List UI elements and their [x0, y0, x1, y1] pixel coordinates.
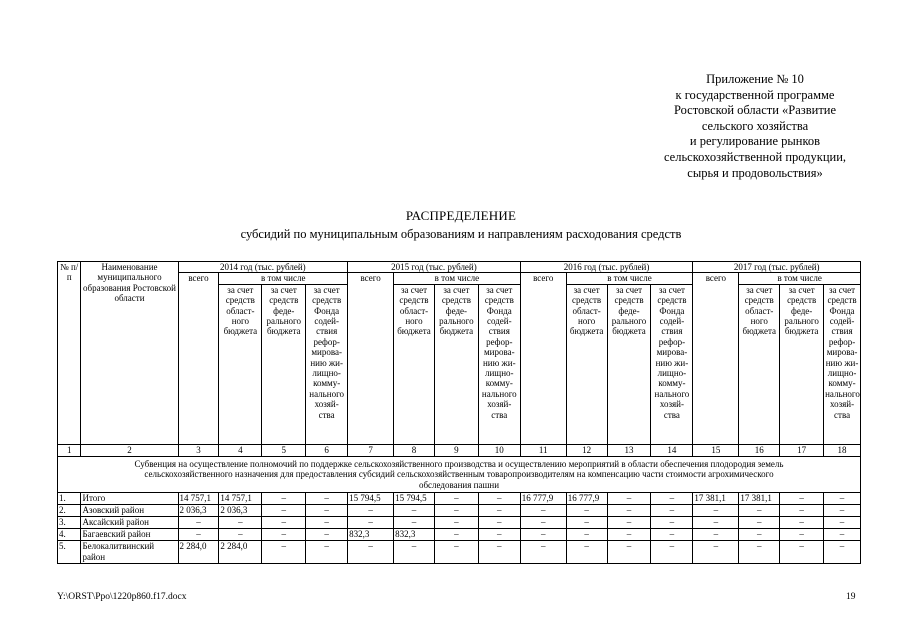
cell-value: –	[262, 541, 306, 564]
cell-value: –	[520, 529, 566, 541]
cell-value: –	[262, 493, 306, 505]
cell-value: –	[739, 529, 780, 541]
cell-value: –	[178, 529, 219, 541]
header-year-2015: 2015 год (тыс. рублей)	[348, 262, 521, 273]
cell-value: –	[607, 493, 651, 505]
row-name: Азовский район	[81, 505, 178, 517]
header-total: всего	[693, 273, 739, 444]
cell-value: –	[219, 517, 262, 529]
column-number-row	[58, 444, 861, 456]
cell-value: 16 777,9	[520, 493, 566, 505]
column-number: 4	[219, 444, 262, 456]
cell-value: 2 036,3	[178, 505, 219, 517]
cell-value: –	[178, 517, 219, 529]
cell-value: –	[651, 505, 693, 517]
cell-value: –	[478, 529, 520, 541]
cell-value: –	[434, 493, 478, 505]
header-including: в том числе	[566, 273, 693, 284]
header-federal: за счет средств феде-рального бюджета	[780, 284, 824, 444]
cell-value: –	[607, 505, 651, 517]
column-number: 1	[58, 444, 81, 456]
cell-value: 2 284,0	[219, 541, 262, 564]
header-name: Наименование муниципального образования Ростовской области	[81, 262, 178, 445]
column-number: 14	[651, 444, 693, 456]
column-number: 18	[824, 444, 861, 456]
section-note: Субвенция на осуществление полномочий по поддержке сельскохозяйственного производства и осуществлению мероприятий в области обеспечения плодородия земель сельскохозяйственного назначения для предоставления субсидий сельскохозяйственным товаропроизводителям на компенсацию части стоимости агрохимического обследования пашни	[58, 456, 861, 493]
column-number: 3	[178, 444, 219, 456]
cell-value: –	[262, 505, 306, 517]
appendix-line: сельского хозяйства	[701, 118, 809, 133]
cell-value: –	[348, 541, 394, 564]
cell-value: –	[262, 529, 306, 541]
cell-value: –	[824, 493, 861, 505]
cell-value: –	[651, 517, 693, 529]
cell-value: –	[824, 529, 861, 541]
column-number: 7	[348, 444, 394, 456]
cell-value: –	[651, 493, 693, 505]
column-number: 5	[262, 444, 306, 456]
cell-value: –	[780, 493, 824, 505]
column-number: 13	[607, 444, 651, 456]
header-including: в том числе	[739, 273, 861, 284]
cell-value: –	[566, 529, 607, 541]
cell-value: –	[306, 493, 348, 505]
header-fund: за счет средств Фонда содей-ствия рефор-мирова-нию жи-лищно-комму-нального хозяй-ства	[651, 284, 693, 444]
column-number: 6	[306, 444, 348, 456]
cell-value: –	[739, 541, 780, 564]
data-rows	[58, 493, 861, 564]
header-regional: за счет средств област-ного бюджета	[219, 284, 262, 444]
row-name: Итого	[81, 493, 178, 505]
column-number: 15	[693, 444, 739, 456]
cell-value: 2 284,0	[178, 541, 219, 564]
cell-value: –	[348, 505, 394, 517]
cell-value: 17 381,1	[693, 493, 739, 505]
table-row	[58, 505, 861, 517]
header-row-total	[58, 273, 861, 284]
cell-value: –	[566, 517, 607, 529]
cell-value: –	[520, 541, 566, 564]
cell-value: 14 757,1	[219, 493, 262, 505]
header-year-2017: 2017 год (тыс. рублей)	[693, 262, 861, 273]
cell-value: –	[607, 541, 651, 564]
header-federal: за счет средств феде-рального бюджета	[434, 284, 478, 444]
cell-value: –	[262, 517, 306, 529]
row-name: Багаевский район	[81, 529, 178, 541]
header-regional: за счет средств област-ного бюджета	[566, 284, 607, 444]
cell-value: –	[306, 517, 348, 529]
cell-value: –	[739, 505, 780, 517]
cell-value: –	[434, 505, 478, 517]
cell-value: –	[394, 505, 435, 517]
cell-value: –	[824, 541, 861, 564]
cell-value: 16 777,9	[566, 493, 607, 505]
appendix-line: Ростовской области «Развитие	[673, 103, 837, 118]
cell-value: 2 036,3	[219, 505, 262, 517]
header-including: в том числе	[394, 273, 521, 284]
cell-value: –	[478, 505, 520, 517]
column-number: 16	[739, 444, 780, 456]
header-regional: за счет средств област-ного бюджета	[739, 284, 780, 444]
cell-value: –	[348, 517, 394, 529]
header-total: всего	[348, 273, 394, 444]
cell-value: –	[434, 529, 478, 541]
row-number: 2.	[58, 505, 81, 517]
header-num: № п/п	[58, 262, 81, 445]
cell-value: –	[693, 529, 739, 541]
column-number: 12	[566, 444, 607, 456]
cell-value: 15 794,5	[348, 493, 394, 505]
column-number: 17	[780, 444, 824, 456]
cell-value: 14 757,1	[178, 493, 219, 505]
appendix-line: Приложение № 10	[706, 72, 804, 86]
cell-value: –	[780, 517, 824, 529]
row-number: 4.	[58, 529, 81, 541]
cell-value: –	[520, 517, 566, 529]
cell-value: –	[306, 541, 348, 564]
document-title: РАСПРЕДЕЛЕНИЕ	[405, 208, 517, 223]
cell-value: –	[306, 505, 348, 517]
cell-value: –	[824, 505, 861, 517]
cell-value: –	[607, 529, 651, 541]
column-number: 11	[520, 444, 566, 456]
header-including: в том числе	[219, 273, 348, 284]
distribution-table	[57, 261, 861, 564]
column-number: 9	[434, 444, 478, 456]
header-year-2016: 2016 год (тыс. рублей)	[520, 262, 693, 273]
cell-value: –	[607, 517, 651, 529]
header-row-years	[58, 262, 861, 273]
section-note-row	[58, 456, 861, 493]
cell-value: –	[478, 517, 520, 529]
appendix-heading	[600, 72, 905, 181]
header-fund: за счет средств Фонда содей-ствия рефор-мирова-нию жи-лищно-комму-нального хозяй-ства	[306, 284, 348, 444]
cell-value: –	[780, 505, 824, 517]
header-year-2014: 2014 год (тыс. рублей)	[178, 262, 348, 273]
cell-value: –	[478, 493, 520, 505]
cell-value: –	[651, 541, 693, 564]
row-name: Аксайский район	[81, 517, 178, 529]
header-federal: за счет средств феде-рального бюджета	[262, 284, 306, 444]
row-name: Белокалитвинский район	[81, 541, 178, 564]
table-row	[58, 529, 861, 541]
cell-value: 15 794,5	[394, 493, 435, 505]
cell-value: –	[824, 517, 861, 529]
column-number: 8	[394, 444, 435, 456]
cell-value: 17 381,1	[739, 493, 780, 505]
cell-value: –	[780, 541, 824, 564]
cell-value: –	[566, 541, 607, 564]
cell-value: –	[651, 529, 693, 541]
cell-value: –	[306, 529, 348, 541]
header-fund: за счет средств Фонда содей-ствия рефор-мирова-нию жи-лищно-комму-нального хозяй-ства	[478, 284, 520, 444]
file-path: Y:\ORST\Ppo\1220p860.f17.docx	[57, 592, 187, 602]
appendix-line: и регулирование рынков	[689, 134, 821, 149]
cell-value: –	[693, 505, 739, 517]
cell-value: –	[566, 505, 607, 517]
cell-value: –	[693, 517, 739, 529]
appendix-line: сырья и продовольствия»	[687, 165, 823, 180]
column-number: 10	[478, 444, 520, 456]
cell-value: –	[739, 517, 780, 529]
table-row	[58, 493, 861, 505]
row-number: 5.	[58, 541, 81, 564]
cell-value: –	[434, 541, 478, 564]
appendix-line: к государственной программе	[675, 87, 835, 102]
header-fund: за счет средств Фонда содей-ствия рефор-мирова-нию жи-лищно-комму-нального хозяй-ства	[824, 284, 861, 444]
appendix-line: сельскохозяйственной продукции,	[663, 149, 847, 164]
cell-value: –	[394, 517, 435, 529]
cell-value: –	[520, 505, 566, 517]
cell-value: 832,3	[394, 529, 435, 541]
cell-value: –	[478, 541, 520, 564]
table-row	[58, 541, 861, 564]
header-federal: за счет средств феде-рального бюджета	[607, 284, 651, 444]
cell-value: 832,3	[348, 529, 394, 541]
header-total: всего	[178, 273, 219, 444]
row-number: 1.	[58, 493, 81, 505]
document-subtitle: субсидий по муниципальным образованиям и направлениям расходования средств	[240, 227, 682, 241]
row-number: 3.	[58, 517, 81, 529]
page-number: 19	[846, 592, 856, 602]
column-number: 2	[81, 444, 178, 456]
cell-value: –	[219, 529, 262, 541]
header-regional: за счет средств област-ного бюджета	[394, 284, 435, 444]
table-row	[58, 517, 861, 529]
cell-value: –	[394, 541, 435, 564]
cell-value: –	[780, 529, 824, 541]
cell-value: –	[693, 541, 739, 564]
header-total: всего	[520, 273, 566, 444]
cell-value: –	[434, 517, 478, 529]
